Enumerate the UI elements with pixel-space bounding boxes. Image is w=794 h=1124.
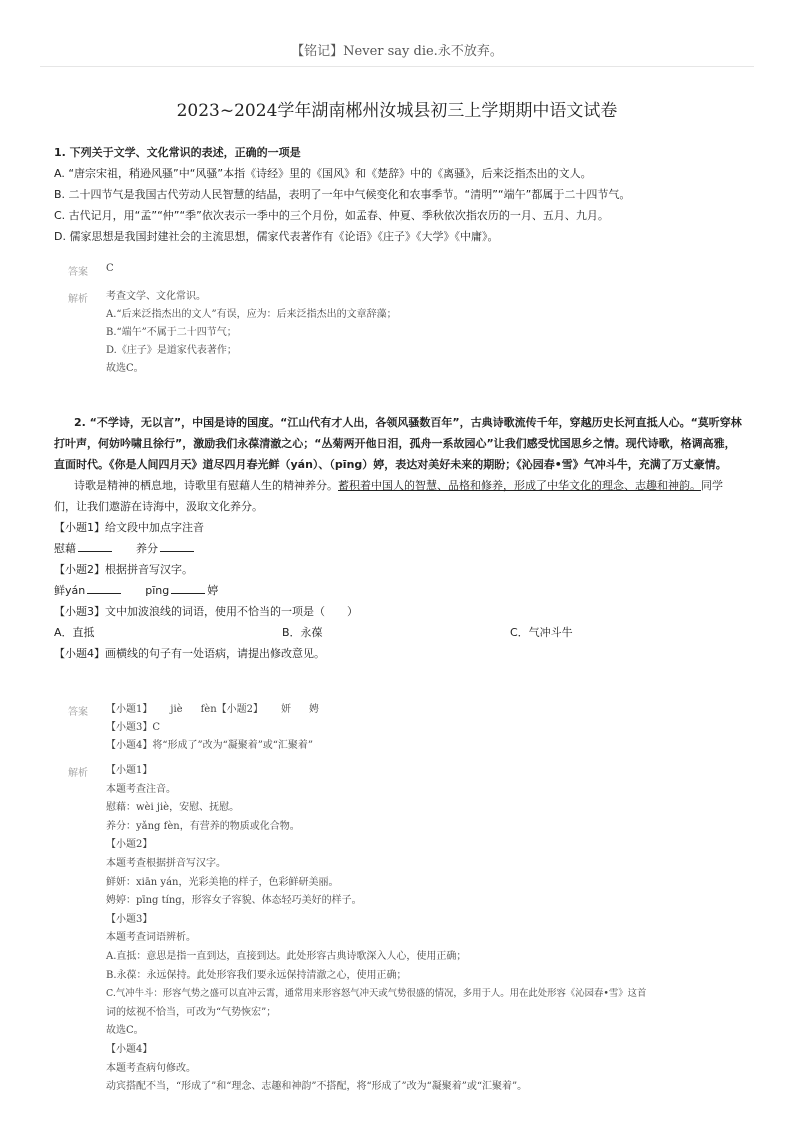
question-2-passage-2 xyxy=(54,475,744,517)
analysis-line: 故选C。 xyxy=(106,1025,144,1037)
answer-label: 答案 xyxy=(68,707,88,718)
page-title: 2023~2024学年湖南郴州汝城县初三上学期期中语文试卷 xyxy=(176,101,618,121)
answer-blank[interactable] xyxy=(160,539,194,552)
answer-label: 答案 xyxy=(68,267,88,278)
question-2-answer xyxy=(106,701,746,755)
sub-question-3: 【小题3】文中加波浪线的词语，使用不恰当的一项是（ ） xyxy=(54,605,358,618)
answer-part: 【小题1】 xyxy=(106,704,153,715)
char-ting: 婷 xyxy=(207,584,219,597)
analysis-line: 鲜妍：xiān yán，光彩美艳的样子，色彩鲜研美丽。 xyxy=(106,876,339,888)
word-weiji: 慰藉 xyxy=(54,542,76,555)
question-1 xyxy=(54,142,754,247)
answer-part: 妍 xyxy=(281,704,292,715)
sub-question-2: 【小题2】根据拼音写汉字。 xyxy=(54,563,193,576)
sub-question-1: 【小题1】给文段中加点字注音 xyxy=(54,521,204,534)
answer-blank[interactable] xyxy=(87,581,121,594)
word-yangfen: 养分 xyxy=(136,542,158,555)
option-b: B．永葆 xyxy=(282,626,323,639)
answer-row xyxy=(106,701,746,719)
pinyin-ping: pīng xyxy=(145,584,170,597)
question-1-analysis xyxy=(106,288,746,378)
analysis-label: 解析 xyxy=(68,768,88,779)
analysis-line: A.直抵：意思是指一直到达，直接到达。此处形容古典诗歌深入人心，使用正确； xyxy=(106,950,467,962)
question-1-stem: 1. 下列关于文学、文化常识的表述，正确的一项是 xyxy=(54,146,301,159)
page-motto: 【铭记】Never say die.永不放弃。 xyxy=(291,44,503,59)
answer-blank[interactable] xyxy=(171,581,205,594)
question-1-option-d: D. 儒家思想是我国封建社会的主流思想，儒家代表著作有《论语》《庄子》《大学》《中庸》。 xyxy=(54,230,499,243)
header-divider xyxy=(40,66,754,67)
analysis-line: 本题考查病句修改。 xyxy=(106,1062,196,1074)
analysis-label: 解析 xyxy=(68,294,88,305)
sub-question-4: 【小题4】画横线的句子有一处语病，请提出修改意见。 xyxy=(54,647,325,660)
analysis-line: 养分：yǎng fèn，有营养的物质或化合物。 xyxy=(106,820,300,832)
answer-row: 【小题3】C xyxy=(106,722,161,733)
question-1-option-c: C. 古代记月，用“孟”“仲”“季”依次表示一季中的三个月份，如孟春、仲夏、季秋依次指农历的一月、五月、九月。 xyxy=(54,209,609,222)
sub-question-1-blanks xyxy=(54,538,744,559)
question-1-option-b: B. 二十四节气是我国古代劳动人民智慧的结晶，表明了一年中气候变化和农事季节。“清明”“端午”都属于二十四节气。 xyxy=(54,188,631,201)
answer-part: fèn【小题2】 xyxy=(200,704,264,715)
analysis-line: A.“后来泛指杰出的文人”有误，应为：后来泛指杰出的文章辞藻； xyxy=(106,309,397,320)
sub-question-3-options xyxy=(54,622,744,643)
sub-question-2-blanks xyxy=(54,580,744,601)
analysis-line: 词的炫视不恰当，可改为“气势恢宏”； xyxy=(106,1006,277,1018)
option-c: C．气冲斗牛 xyxy=(510,626,573,639)
analysis-line: 【小题2】 xyxy=(106,839,153,851)
question-2-passage: 2. “不学诗，无以言”，中国是诗的国度。“江山代有才人出，各领风骚数百年”，古典诗歌流传千年，穿越历史长河直抵人心。“莫听穿林打叶声，何妨吟啸且徐行”，激励我们永葆清澈之心；“丛菊两开他日泪，孤舟一系故园心”让我们感受忧国思乡之情。现代诗歌，格调高雅，直面时代。《你是人间四月天》道尽四月春光鲜（yán）、（pīng）婷，表达对美好未来的期盼；《沁园春•雪》气冲斗牛，充满了万丈豪情。 xyxy=(54,416,742,471)
analysis-line: 慰藉：wèi jiè，安慰、抚慰。 xyxy=(106,802,240,814)
analysis-line: 【小题1】 xyxy=(106,765,153,776)
answer-blank[interactable] xyxy=(78,539,112,552)
pinyin-xianyan: 鲜yán xyxy=(54,584,86,597)
passage-text: 同学们，让我们遨游在诗海中，汲取文化养分。 xyxy=(54,479,723,513)
analysis-line: 动宾搭配不当，“形成了”和“理念、志趣和神韵”不搭配，将“形成了”改为“凝聚着”或“汇聚着”。 xyxy=(106,1081,528,1093)
answer-part: jiè xyxy=(170,704,183,715)
answer-row: 【小题4】将“形成了”改为“凝聚着”或“汇聚着” xyxy=(106,740,314,751)
option-a: A．直抵 xyxy=(54,626,95,639)
answer-part: 娉 xyxy=(309,704,320,715)
analysis-line: 【小题4】 xyxy=(106,1043,153,1055)
analysis-line: 考查文学、文化常识。 xyxy=(106,291,206,302)
analysis-line: 本题考查根据拼音写汉字。 xyxy=(106,857,226,869)
question-2 xyxy=(54,412,744,664)
analysis-line: C.气冲牛斗：形容气势之盛可以直冲云霄，通常用来形容怒气冲天或气势很盛的情况，多用于人。用在此处形容《沁园春•雪》这首 xyxy=(106,988,647,1000)
analysis-line: 娉婷：pīng tíng，形容女子容貌、体态轻巧美好的样子。 xyxy=(106,895,362,907)
analysis-line: 故选C。 xyxy=(106,363,144,374)
question-1-option-a: A. “唐宗宋祖，稍逊风骚”中“风骚”本指《诗经》里的《国风》和《楚辞》中的《离骚》，后来泛指杰出的文人。 xyxy=(54,167,592,180)
analysis-line: B.永葆：永远保持。此处形容我们要永远保持清澈之心，使用正确； xyxy=(106,969,407,981)
analysis-line: 【小题3】 xyxy=(106,913,153,925)
underlined-sentence: 蓄积着中国人的智慧、品格和修养，形成了中华文化的理念、志趣和神韵。 xyxy=(338,479,701,492)
question-2-analysis xyxy=(106,762,746,1097)
passage-text: 诗歌是精神的栖息地，诗歌里有慰藉人生的精神养分。 xyxy=(74,479,338,492)
analysis-line: 本题考查词语辨析。 xyxy=(106,932,196,944)
analysis-line: D.《庄子》是道家代表著作； xyxy=(106,345,237,356)
analysis-line: 本题考查注音。 xyxy=(106,783,176,795)
analysis-line: B.“端午”不属于二十四节气； xyxy=(106,327,237,338)
question-1-answer: C xyxy=(106,263,114,274)
